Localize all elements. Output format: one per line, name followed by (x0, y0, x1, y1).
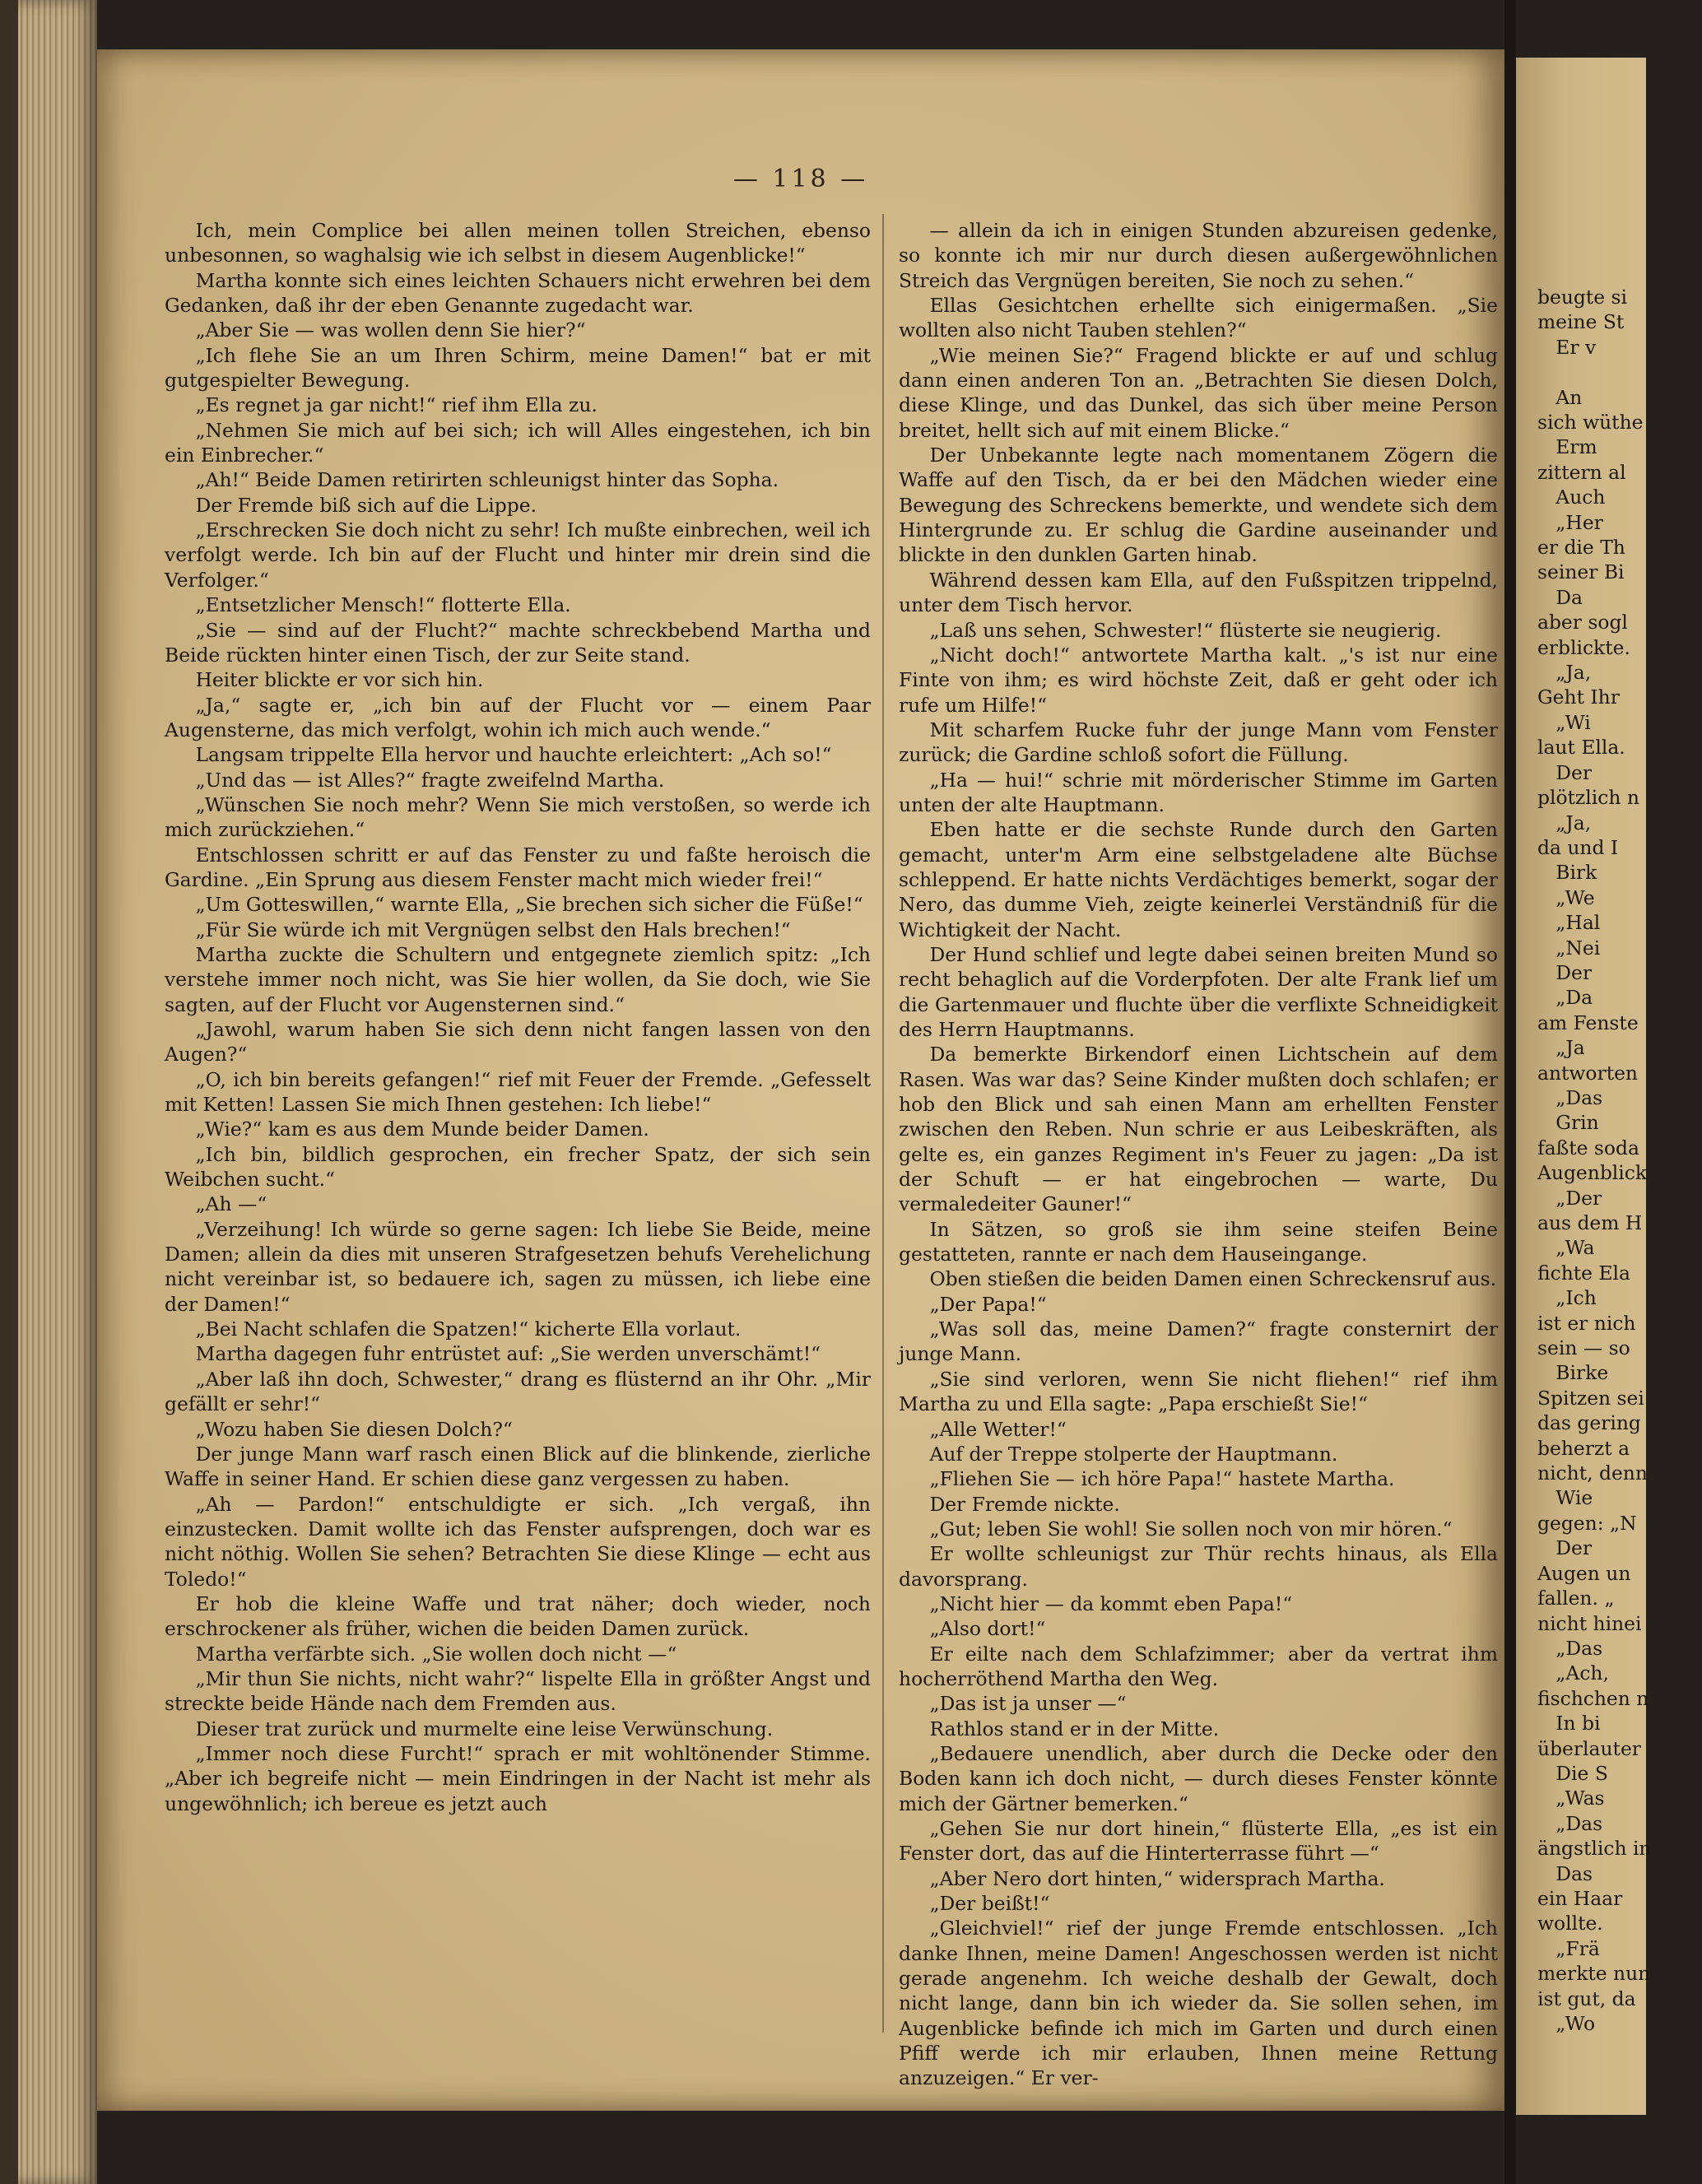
paragraph: Auf der Treppe stolperte der Hauptmann. (929, 1442, 1338, 1466)
paragraph: „Sie — sind auf der Flucht?“ machte schreckbebend Martha und Beide rückten hinter einen Tisch, der zur Seite stand. (165, 618, 871, 667)
text-fragment: beugte si (1537, 286, 1628, 309)
text-fragment: Er v (1537, 335, 1597, 359)
paragraph: „Wie?“ kam es aus dem Munde beider Damen. (195, 1118, 649, 1141)
text-fragment: fischchen n (1537, 1686, 1649, 1710)
paragraph: „Ah —“ (195, 1192, 267, 1216)
text-fragment: da und I (1537, 835, 1619, 859)
paragraph: „Und das — ist Alles?“ fragte zweifelnd Martha. (195, 768, 665, 792)
paragraph: Martha dagegen fuhr entrüstet auf: „Sie werden unverschämt!“ (195, 1342, 821, 1366)
text-fragment: Augen un (1537, 1561, 1631, 1585)
next-page-fragment (1516, 58, 1652, 2115)
column-divider (882, 214, 884, 2033)
text-column-left (165, 218, 871, 2037)
paragraph: Martha verfärbte sich. „Sie wollen doch nicht —“ (195, 1642, 677, 1666)
paragraph: „Entsetzlicher Mensch!“ flotterte Ella. (195, 593, 571, 617)
text-fragment: Erm (1537, 435, 1597, 459)
text-fragment: Geht Ihr (1537, 685, 1620, 709)
text-fragment: ein Haar (1537, 1886, 1623, 1910)
paragraph: „Ah — Pardon!“ entschuldigte er sich. „Ich vergaß, ihn einzustecken. Damit wollte ich das Fenster aufsprengen, doch war es nicht nöthig. Wollen Sie sehen? Betrachten Sie diese Klinge — echt aus Toledo!“ (165, 1492, 871, 1591)
text-fragment: „Der (1537, 1186, 1602, 1210)
text-fragment: An (1537, 385, 1583, 409)
text-fragment: nicht, denn (1537, 1461, 1648, 1485)
paragraph: Martha konnte sich eines leichten Schauers nicht erwehren bei dem Gedanken, daß ihr der eben Genannte zugedacht war. (165, 268, 871, 318)
paragraph: Langsam trippelte Ella hervor und hauchte erleichtert: „Ach so!“ (195, 743, 832, 767)
paragraph: „Laß uns sehen, Schwester!“ flüsterte sie neugierig. (929, 618, 1442, 642)
paragraph: Der Hund schlief und legte dabei seinen breiten Mund so recht behaglich auf die Vorderpfoten. Der alte Frank lief um die Gartenmauer und fluchte über die verflixte Schneidigkeit des Herrn Hauptmanns. (899, 942, 1498, 1041)
paragraph: „Um Gotteswillen,“ warnte Ella, „Sie brechen sich sicher die Füße!“ (195, 893, 863, 917)
text-fragment: ist er nich (1537, 1311, 1636, 1335)
text-fragment: wollte. (1537, 1912, 1603, 1935)
paragraph: „Ah!“ Beide Damen retirirten schleunigst hinter das Sopha. (195, 468, 779, 492)
text-fragment: ängstlich in (1537, 1837, 1652, 1861)
text-fragment: „Was (1537, 1787, 1605, 1810)
paragraph: „Wünschen Sie noch mehr? Wenn Sie mich verstoßen, so werde ich mich zurückziehen.“ (165, 792, 871, 842)
text-fragment: „Ach, (1537, 1661, 1609, 1685)
text-fragment: Der (1537, 1536, 1593, 1560)
paragraph: Martha zuckte die Schultern und entgegnete ziemlich spitz: „Ich verstehe immer noch nicht, was Sie hier wollen, da Sie doch, wie Sie sagten, auf der Flucht vor Augensternen sind.“ (165, 942, 871, 1016)
book-gutter (1504, 0, 1516, 2184)
paragraph: „Aber Sie — was wollen denn Sie hier?“ (195, 318, 586, 342)
text-fragment: „Wo (1537, 2012, 1596, 2036)
paragraph: Dieser trat zurück und murmelte eine leise Verwünschung. (195, 1717, 774, 1740)
paragraph: „Mir thun Sie nichts, nicht wahr?“ lispelte Ella in größter Angst und streckte beide Hände nach dem Fremden aus. (165, 1666, 871, 1716)
paragraph: „O, ich bin bereits gefangen!“ rief mit Feuer der Fremde. „Gefesselt mit Ketten! Lassen Sie mich Ihnen gestehen: Ich liebe!“ (165, 1067, 871, 1117)
text-fragment: fallen. „ (1537, 1587, 1615, 1610)
paragraph: „Der Papa!“ (929, 1292, 1047, 1316)
text-fragment: „Das (1537, 1811, 1603, 1835)
paragraph: „Der beißt!“ (929, 1892, 1050, 1916)
paragraph: Er eilte nach dem Schlafzimmer; aber da vertrat ihm hocherröthend Martha den Weg. (899, 1642, 1498, 1690)
next-page-text (1537, 285, 1702, 2036)
text-fragment: das gering (1537, 1411, 1641, 1435)
text-fragment: sich wüthe (1537, 411, 1644, 434)
paragraph: Er hob die kleine Waffe und trat näher; doch wieder, noch erschrockener als früher, wichen die beiden Damen zurück. (165, 1592, 871, 1641)
text-fragment: Die S (1537, 1761, 1608, 1785)
paragraph: „Für Sie würde ich mit Vergnügen selbst den Hals brechen!“ (195, 918, 791, 941)
text-fragment: „Ich (1537, 1286, 1597, 1310)
text-fragment: „Ja (1537, 1036, 1585, 1060)
text-fragment: „Ja, (1537, 811, 1592, 834)
text-fragment: Augenblick (1537, 1161, 1648, 1185)
text-fragment: faßte soda (1537, 1136, 1639, 1159)
paragraph: „Wozu haben Sie diesen Dolch?“ (195, 1417, 513, 1441)
paragraph: „Was soll das, meine Damen?“ fragte consternirt der junge Mann. (899, 1317, 1498, 1366)
text-fragment: aus dem H (1537, 1211, 1643, 1235)
text-fragment: „Her (1537, 510, 1603, 534)
text-fragment: plötzlich n (1537, 786, 1639, 810)
paragraph: „Es regnet ja gar nicht!“ rief ihm Ella zu. (195, 393, 598, 417)
text-fragment: am Fenste (1537, 1011, 1639, 1034)
text-fragment: merkte nun (1537, 1962, 1651, 1986)
paragraph: Der Fremde nickte. (929, 1492, 1120, 1516)
text-fragment: Da (1537, 585, 1583, 609)
text-fragment: Grin (1537, 1111, 1599, 1135)
paragraph: „Ha — hui!“ schrie mit mörderischer Stimme im Garten unten der alte Hauptmann. (899, 768, 1498, 816)
text-fragment (1537, 360, 1702, 384)
paragraph: Da bemerkte Birkendorf einen Lichtschein auf dem Rasen. Was war das? Seine Kinder mußten doch schlafen; er hob den Blick und sah einen Mann am erhellten Fenster zwischen den Reben. Nun schrie er aus Leibeskräften, als gelte es, ein ganzes Regiment in's Feuer zu jagen: „Da ist der Schuft — er hat eingebrochen — warte, Du vermaledeiter Gauner!“ (899, 1043, 1498, 1216)
paragraph: Ich, mein Complice bei allen meinen tollen Streichen, ebenso unbesonnen, so waghalsig wie ich selbst in diesem Augenblicke!“ (165, 219, 871, 267)
text-fragment: „Hal (1537, 911, 1601, 935)
book-page-edges (0, 0, 97, 2184)
paragraph: „Ich bin, bildlich gesprochen, ein frecher Spatz, der sich sein Weibchen sucht.“ (165, 1142, 871, 1192)
paragraph: „Sie sind verloren, wenn Sie nicht fliehen!“ rief ihm Martha zu und Ella sagte: „Papa erschießt Sie!“ (899, 1367, 1498, 1416)
paragraph: Heiter blickte er vor sich hin. (195, 668, 484, 692)
text-fragment: zittern al (1537, 460, 1626, 484)
text-fragment: meine St (1537, 310, 1625, 334)
text-fragment: erblickte. (1537, 635, 1630, 659)
paragraph: „Jawohl, warum haben Sie sich denn nicht fangen lassen von den Augen?“ (165, 1018, 871, 1066)
text-fragment: er die Th (1537, 536, 1625, 560)
text-fragment: Wie (1537, 1486, 1593, 1510)
text-fragment: Der (1537, 960, 1593, 984)
text-fragment: „Wa (1537, 1236, 1595, 1260)
text-fragment: „Wi (1537, 710, 1591, 734)
paragraph: „Bei Nacht schlafen die Spatzen!“ kicherte Ella vorlaut. (195, 1317, 742, 1341)
text-fragment: gegen: „N (1537, 1511, 1637, 1535)
paragraph: „Gleichviel!“ rief der junge Fremde entschlossen. „Ich danke Ihnen, meine Damen! Angeschossen werden ist nicht gerade angenehm. Ich weiche deshalb der Gewalt, doch nicht lange, dann bin ich wieder da. Sie sollen sehen, im Augenblicke befinde ich mich im Garten und durch einen Pfiff werde ich mir erlauben, Ihnen meine Rettung anzuzeigen.“ Er ver- (899, 1917, 1498, 2090)
paragraph: „Nicht doch!“ antwortete Martha kalt. „'s ist nur eine Finte von ihm; es wird höchste Zeit, daß er geht oder ich rufe um Hilfe!“ (899, 643, 1498, 717)
paragraph: „Bedauere unendlich, aber durch die Decke oder den Boden kann ich doch nicht, — durch dieses Fenster könnte mich der Gärtner bemerken.“ (899, 1741, 1498, 1815)
text-column-right (899, 218, 1498, 2090)
text-fragment: fichte Ela (1537, 1261, 1630, 1285)
text-fragment: laut Ella. (1537, 736, 1625, 760)
paragraph: In Sätzen, so groß sie ihm seine steifen Beine gestatteten, rannte er nach dem Hauseingange. (899, 1217, 1498, 1266)
paragraph: Er wollte schleunigst zur Thür rechts hinaus, als Ella davorsprang. (899, 1542, 1498, 1591)
text-fragment: „Das (1537, 1085, 1603, 1109)
paragraph: Der junge Mann warf rasch einen Blick auf die blinkende, zierliche Waffe in seiner Hand. Er schien diese ganz vergessen zu haben. (165, 1442, 871, 1491)
text-fragment: antworten (1537, 1061, 1639, 1085)
text-fragment: Birk (1537, 861, 1597, 885)
text-fragment: ist gut, da (1537, 1987, 1636, 2010)
paragraph: Ellas Gesichtchen erhellte sich einigermaßen. „Sie wollten also nicht Tauben stehlen?“ (899, 294, 1498, 342)
text-fragment: „Ja, (1537, 661, 1592, 685)
paragraph: „Ich flehe Sie an um Ihren Schirm, meine Damen!“ bat er mit gutgespielter Bewegung. (165, 343, 871, 393)
text-fragment: sein — so (1537, 1336, 1630, 1360)
paragraph: „Nicht hier — da kommt eben Papa!“ (929, 1592, 1293, 1615)
text-fragment: Birke (1537, 1361, 1609, 1385)
text-fragment: Der (1537, 760, 1593, 784)
text-fragment: seiner Bi (1537, 560, 1625, 584)
paragraph: „Alle Wetter!“ (929, 1417, 1067, 1441)
paragraph: Rathlos stand er in der Mitte. (929, 1717, 1220, 1740)
text-fragment: Auch (1537, 486, 1606, 509)
paragraph: „Aber Nero dort hinten,“ widersprach Martha. (929, 1866, 1385, 1890)
text-fragment: nicht hinei (1537, 1611, 1642, 1635)
text-fragment: „Frä (1537, 1936, 1600, 1960)
paragraph: Eben hatte er die sechste Runde durch den Garten gemacht, unter'm Arm eine selbstgeladene alte Büchse schleppend. Er hatte nichts Verdächtiges bemerkt, sogar der Nero, das dumme Vieh, zeigte keinerlei Verständniß für die Wichtigkeit der Nacht. (899, 818, 1498, 941)
text-fragment: „Das (1537, 1636, 1603, 1660)
paragraph: „Immer noch diese Furcht!“ sprach er mit wohltönender Stimme. „Aber ich begreife nicht — mein Eindringen in der Nacht ist mehr als ungewöhnlich; ich bereue es jetzt auch (165, 1741, 871, 1815)
text-fragment: In bi (1537, 1712, 1601, 1736)
text-fragment: Das (1537, 1861, 1593, 1885)
paragraph: Der Unbekannte legte nach momentanem Zögern die Waffe auf den Tisch, da er bei den Mädchen wieder eine Bewegung des Schreckens bemerkte, und wendete sich dem Hintergrunde zu. Er schlug die Gardine auseinander und blickte in den dunklen Garten hinab. (899, 444, 1498, 567)
paragraph: — allein da ich in einigen Stunden abzureisen gedenke, so konnte ich mir nur durch diesen außergewöhnlichen Streich das Vergnügen bereiten, Sie noch zu sehen.“ (899, 219, 1498, 292)
text-fragment: beherzt a (1537, 1436, 1630, 1460)
page-number: — 118 — (732, 165, 869, 193)
paragraph: „Aber laß ihn doch, Schwester,“ drang es flüsternd an ihr Ohr. „Mir gefällt er sehr!“ (165, 1367, 871, 1416)
paragraph: „Wie meinen Sie?“ Fragend blickte er auf und schlug dann einen anderen Ton an. „Betrachten Sie diesen Dolch, diese Klinge, und das Dunkel, das sich über meine Person breitet, hellt sich auf mit einem Blicke.“ (899, 343, 1498, 442)
paragraph: Der Fremde biß sich auf die Lippe. (195, 493, 537, 517)
text-fragment: überlauter (1537, 1736, 1641, 1760)
paragraph: „Gehen Sie nur dort hinein,“ flüsterte Ella, „es ist ein Fenster dort, das auf die Hinterterrasse führt —“ (899, 1817, 1498, 1866)
text-fragment: „Nei (1537, 936, 1601, 960)
paragraph: Oben stießen die beiden Damen einen Schreckensruf aus. (929, 1267, 1497, 1291)
text-fragment: „We (1537, 885, 1595, 909)
text-fragment: Spitzen sei (1537, 1386, 1644, 1410)
paragraph: Während dessen kam Ella, auf den Fußspitzen trippelnd, unter dem Tisch hervor. (899, 568, 1498, 617)
paragraph: „Ja,“ sagte er, „ich bin auf der Flucht vor — einem Paar Augensterne, das mich verfolgt, wohin ich mich auch wende.“ (165, 693, 871, 741)
paragraph: „Das ist ja unser —“ (929, 1692, 1127, 1716)
paragraph: „Erschrecken Sie doch nicht zu sehr! Ich mußte einbrechen, weil ich verfolgt werde. Ich bin auf der Flucht und hinter mir drein sind die Verfolger.“ (165, 518, 871, 592)
paragraph: „Gut; leben Sie wohl! Sie sollen noch von mir hören.“ (929, 1517, 1453, 1540)
paragraph: Entschlossen schritt er auf das Fenster zu und faßte heroisch die Gardine. „Ein Sprung aus diesem Fenster macht mich wieder frei!“ (165, 843, 871, 891)
text-fragment: „Da (1537, 986, 1593, 1010)
paragraph: „Fliehen Sie — ich höre Papa!“ hastete Martha. (929, 1467, 1395, 1491)
text-fragment: aber sogl (1537, 611, 1628, 634)
paragraph: „Nehmen Sie mich auf bei sich; ich will Alles eingestehen, ich bin ein Einbrecher.“ (165, 418, 871, 467)
paragraph: „Also dort!“ (929, 1617, 1046, 1641)
paragraph: Mit scharfem Rucke fuhr der junge Mann vom Fenster zurück; die Gardine schloß sofort die Füllung. (899, 718, 1498, 767)
paragraph: „Verzeihung! Ich würde so gerne sagen: Ich liebe Sie Beide, meine Damen; allein da dies mit unseren Strafgesetzen behufs Verehelichung nicht vereinbar ist, so bedauere ich, sagen zu müssen, ich liebe eine der Damen!“ (165, 1217, 871, 1316)
